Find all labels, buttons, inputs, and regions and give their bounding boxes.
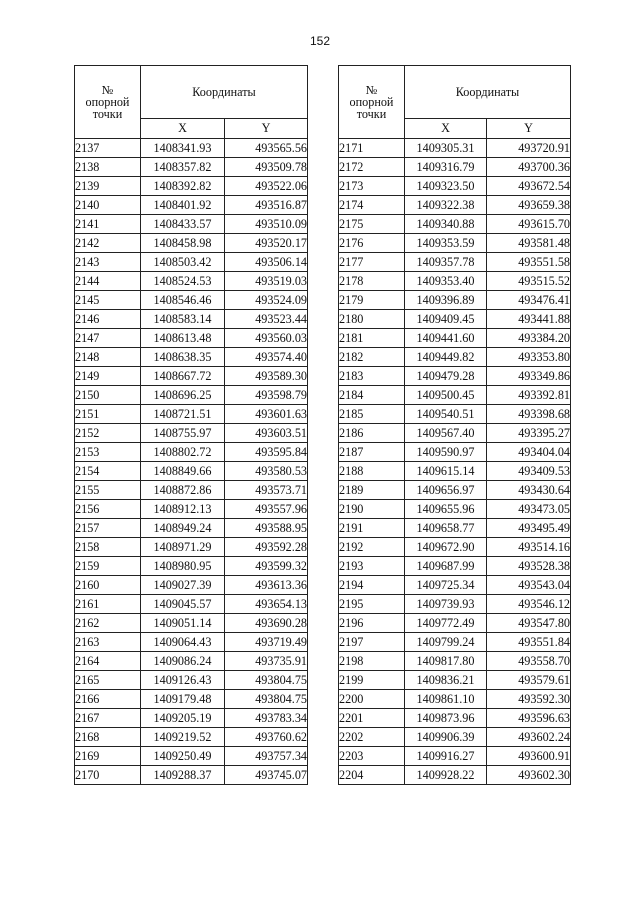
y-coordinate-cell: 493441.88 <box>487 310 571 329</box>
x-header: X <box>141 119 225 139</box>
point-number-cell: 2188 <box>339 462 405 481</box>
point-number-cell: 2192 <box>339 538 405 557</box>
point-number-cell: 2190 <box>339 500 405 519</box>
table-row <box>75 671 308 690</box>
table-row <box>339 557 571 576</box>
y-coordinate-cell: 493588.95 <box>225 519 308 538</box>
page-number: 152 <box>309 34 331 48</box>
x-coordinate-cell: 1409449.82 <box>405 348 487 367</box>
y-header: Y <box>225 119 308 139</box>
table-row <box>339 443 571 462</box>
point-number-cell: 2196 <box>339 614 405 633</box>
point-number-cell: 2204 <box>339 766 405 785</box>
y-coordinate-cell: 493398.68 <box>487 405 571 424</box>
point-number-cell: 2139 <box>75 177 141 196</box>
point-header-line2: опорной <box>85 94 130 109</box>
y-coordinate-cell: 493395.27 <box>487 424 571 443</box>
x-coordinate-cell: 1409906.39 <box>405 728 487 747</box>
x-coordinate-cell: 1409441.60 <box>405 329 487 348</box>
point-number-cell: 2167 <box>75 709 141 728</box>
x-coordinate-cell: 1409687.99 <box>405 557 487 576</box>
point-number-cell: 2169 <box>75 747 141 766</box>
table-row <box>75 747 308 766</box>
table-row <box>75 367 308 386</box>
y-coordinate-cell: 493757.34 <box>225 747 308 766</box>
point-number-cell: 2162 <box>75 614 141 633</box>
table-row <box>75 481 308 500</box>
point-number-cell: 2197 <box>339 633 405 652</box>
x-coordinate-cell: 1409205.19 <box>141 709 225 728</box>
table-row <box>339 348 571 367</box>
x-coordinate-cell: 1409928.22 <box>405 766 487 785</box>
y-coordinate-cell: 493735.91 <box>225 652 308 671</box>
y-coordinate-cell: 493595.84 <box>225 443 308 462</box>
table-row <box>75 557 308 576</box>
y-coordinate-cell: 493392.81 <box>487 386 571 405</box>
point-number-cell: 2180 <box>339 310 405 329</box>
y-coordinate-cell: 493592.30 <box>487 690 571 709</box>
y-coordinate-cell: 493579.61 <box>487 671 571 690</box>
table-row <box>75 595 308 614</box>
y-coordinate-cell: 493580.53 <box>225 462 308 481</box>
y-coordinate-cell: 493720.91 <box>487 139 571 158</box>
point-number-cell: 2151 <box>75 405 141 424</box>
point-number-cell: 2148 <box>75 348 141 367</box>
y-header: Y <box>487 119 571 139</box>
table-row <box>339 177 571 196</box>
x-coordinate-cell: 1409772.49 <box>405 614 487 633</box>
y-coordinate-cell: 493598.79 <box>225 386 308 405</box>
table-row <box>75 253 308 272</box>
table-row <box>75 576 308 595</box>
x-coordinate-cell: 1409916.27 <box>405 747 487 766</box>
table-row <box>339 728 571 747</box>
point-number-cell: 2146 <box>75 310 141 329</box>
x-coordinate-cell: 1409817.80 <box>405 652 487 671</box>
table-row <box>339 310 571 329</box>
point-number-cell: 2172 <box>339 158 405 177</box>
x-coordinate-cell: 1408849.66 <box>141 462 225 481</box>
x-coordinate-cell: 1409086.24 <box>141 652 225 671</box>
x-coordinate-cell: 1409179.48 <box>141 690 225 709</box>
x-coordinate-cell: 1409655.96 <box>405 500 487 519</box>
x-coordinate-cell: 1408696.25 <box>141 386 225 405</box>
point-number-cell: 2200 <box>339 690 405 709</box>
x-coordinate-cell: 1409615.14 <box>405 462 487 481</box>
point-number-cell: 2156 <box>75 500 141 519</box>
point-header-line2: опорной <box>349 94 394 109</box>
x-coordinate-cell: 1409219.52 <box>141 728 225 747</box>
point-number-cell: 2140 <box>75 196 141 215</box>
y-coordinate-cell: 493473.05 <box>487 500 571 519</box>
table-row <box>75 443 308 462</box>
y-coordinate-cell: 493589.30 <box>225 367 308 386</box>
table-row <box>75 728 308 747</box>
x-coordinate-cell: 1408433.57 <box>141 215 225 234</box>
y-coordinate-cell: 493409.53 <box>487 462 571 481</box>
coordinates-header: Координаты <box>405 66 571 119</box>
y-coordinate-cell: 493783.34 <box>225 709 308 728</box>
table-row <box>339 386 571 405</box>
point-number-cell: 2195 <box>339 595 405 614</box>
table-row <box>339 215 571 234</box>
point-number-cell: 2160 <box>75 576 141 595</box>
table-row <box>75 310 308 329</box>
point-header-line3: точки <box>356 107 387 122</box>
x-coordinate-cell: 1409045.57 <box>141 595 225 614</box>
table-row <box>75 538 308 557</box>
y-coordinate-cell: 493804.75 <box>225 671 308 690</box>
point-number-cell: 2153 <box>75 443 141 462</box>
y-coordinate-cell: 493495.49 <box>487 519 571 538</box>
point-number-cell: 2165 <box>75 671 141 690</box>
y-coordinate-cell: 493804.75 <box>225 690 308 709</box>
x-coordinate-cell: 1409861.10 <box>405 690 487 709</box>
point-number-cell: 2174 <box>339 196 405 215</box>
table-row <box>75 234 308 253</box>
y-coordinate-cell: 493672.54 <box>487 177 571 196</box>
x-coordinate-cell: 1409316.79 <box>405 158 487 177</box>
table-row <box>339 671 571 690</box>
table-row <box>339 196 571 215</box>
point-number-cell: 2178 <box>339 272 405 291</box>
table-row <box>75 690 308 709</box>
y-coordinate-cell: 493476.41 <box>487 291 571 310</box>
table-row <box>339 158 571 177</box>
table-row <box>339 538 571 557</box>
y-coordinate-cell: 493349.86 <box>487 367 571 386</box>
table-row <box>339 633 571 652</box>
y-coordinate-cell: 493602.30 <box>487 766 571 785</box>
table-row <box>75 405 308 424</box>
y-coordinate-cell: 493700.36 <box>487 158 571 177</box>
table-row <box>75 272 308 291</box>
x-coordinate-cell: 1409672.90 <box>405 538 487 557</box>
y-coordinate-cell: 493509.78 <box>225 158 308 177</box>
y-coordinate-cell: 493574.40 <box>225 348 308 367</box>
point-number-cell: 2173 <box>339 177 405 196</box>
y-coordinate-cell: 493506.14 <box>225 253 308 272</box>
point-number-cell: 2137 <box>75 139 141 158</box>
x-coordinate-cell: 1409027.39 <box>141 576 225 595</box>
x-coordinate-cell: 1409836.21 <box>405 671 487 690</box>
point-number-cell: 2166 <box>75 690 141 709</box>
point-number-cell: 2189 <box>339 481 405 500</box>
x-coordinate-cell: 1409500.45 <box>405 386 487 405</box>
x-coordinate-cell: 1409567.40 <box>405 424 487 443</box>
point-number-cell: 2142 <box>75 234 141 253</box>
point-number-cell: 2138 <box>75 158 141 177</box>
y-coordinate-cell: 493690.28 <box>225 614 308 633</box>
point-number-cell: 2194 <box>339 576 405 595</box>
y-coordinate-cell: 493515.52 <box>487 272 571 291</box>
table-row <box>339 329 571 348</box>
x-coordinate-cell: 1408971.29 <box>141 538 225 557</box>
y-coordinate-cell: 493546.12 <box>487 595 571 614</box>
y-coordinate-cell: 493510.09 <box>225 215 308 234</box>
point-number-cell: 2203 <box>339 747 405 766</box>
x-coordinate-cell: 1409479.28 <box>405 367 487 386</box>
point-number-cell: 2155 <box>75 481 141 500</box>
y-coordinate-cell: 493573.71 <box>225 481 308 500</box>
y-coordinate-cell: 493565.56 <box>225 139 308 158</box>
table-row <box>75 139 308 158</box>
point-number-cell: 2159 <box>75 557 141 576</box>
x-coordinate-cell: 1409353.59 <box>405 234 487 253</box>
x-coordinate-cell: 1408872.86 <box>141 481 225 500</box>
point-number-cell: 2163 <box>75 633 141 652</box>
x-coordinate-cell: 1408503.42 <box>141 253 225 272</box>
point-number-header <box>75 66 141 139</box>
point-number-cell: 2157 <box>75 519 141 538</box>
x-coordinate-cell: 1409658.77 <box>405 519 487 538</box>
y-coordinate-cell: 493592.28 <box>225 538 308 557</box>
coordinates-table-left <box>74 65 308 785</box>
x-coordinate-cell: 1408802.72 <box>141 443 225 462</box>
table-row <box>339 766 571 785</box>
y-coordinate-cell: 493560.03 <box>225 329 308 348</box>
x-coordinate-cell: 1408392.82 <box>141 177 225 196</box>
y-coordinate-cell: 493558.70 <box>487 652 571 671</box>
y-coordinate-cell: 493519.03 <box>225 272 308 291</box>
y-coordinate-cell: 493353.80 <box>487 348 571 367</box>
point-number-cell: 2179 <box>339 291 405 310</box>
x-coordinate-cell: 1409799.24 <box>405 633 487 652</box>
point-number-cell: 2161 <box>75 595 141 614</box>
point-header-line1: № <box>365 82 378 97</box>
y-coordinate-cell: 493596.63 <box>487 709 571 728</box>
table-row <box>339 234 571 253</box>
table-row <box>75 614 308 633</box>
point-number-cell: 2145 <box>75 291 141 310</box>
y-coordinate-cell: 493543.04 <box>487 576 571 595</box>
x-coordinate-cell: 1408980.95 <box>141 557 225 576</box>
table-row <box>339 462 571 481</box>
x-coordinate-cell: 1408458.98 <box>141 234 225 253</box>
y-coordinate-cell: 493523.44 <box>225 310 308 329</box>
table-row <box>339 690 571 709</box>
y-coordinate-cell: 493522.06 <box>225 177 308 196</box>
x-coordinate-cell: 1409305.31 <box>405 139 487 158</box>
table-row <box>75 177 308 196</box>
x-coordinate-cell: 1408401.92 <box>141 196 225 215</box>
point-number-cell: 2152 <box>75 424 141 443</box>
y-coordinate-cell: 493384.20 <box>487 329 571 348</box>
y-coordinate-cell: 493600.91 <box>487 747 571 766</box>
table-row <box>339 253 571 272</box>
table-row <box>75 291 308 310</box>
table-row <box>75 633 308 652</box>
x-coordinate-cell: 1409064.43 <box>141 633 225 652</box>
y-coordinate-cell: 493745.07 <box>225 766 308 785</box>
point-number-cell: 2181 <box>339 329 405 348</box>
point-number-cell: 2158 <box>75 538 141 557</box>
x-coordinate-cell: 1409250.49 <box>141 747 225 766</box>
coordinates-header: Координаты <box>141 66 308 119</box>
x-coordinate-cell: 1409409.45 <box>405 310 487 329</box>
table-row <box>339 652 571 671</box>
table-row <box>75 386 308 405</box>
y-coordinate-cell: 493514.16 <box>487 538 571 557</box>
point-number-cell: 2183 <box>339 367 405 386</box>
point-number-cell: 2164 <box>75 652 141 671</box>
y-coordinate-cell: 493528.38 <box>487 557 571 576</box>
x-coordinate-cell: 1409396.89 <box>405 291 487 310</box>
point-number-cell: 2168 <box>75 728 141 747</box>
y-coordinate-cell: 493430.64 <box>487 481 571 500</box>
table-row <box>75 329 308 348</box>
table-row <box>75 500 308 519</box>
point-header-line3: точки <box>92 107 123 122</box>
x-coordinate-cell: 1409540.51 <box>405 405 487 424</box>
x-coordinate-cell: 1409340.88 <box>405 215 487 234</box>
x-coordinate-cell: 1408341.93 <box>141 139 225 158</box>
table-row <box>339 500 571 519</box>
x-coordinate-cell: 1408912.13 <box>141 500 225 519</box>
point-number-cell: 2176 <box>339 234 405 253</box>
table-row <box>339 405 571 424</box>
table-row <box>75 462 308 481</box>
y-coordinate-cell: 493551.58 <box>487 253 571 272</box>
point-number-cell: 2199 <box>339 671 405 690</box>
point-number-cell: 2177 <box>339 253 405 272</box>
table-row <box>75 652 308 671</box>
y-coordinate-cell: 493603.51 <box>225 424 308 443</box>
y-coordinate-cell: 493551.84 <box>487 633 571 652</box>
x-coordinate-cell: 1408357.82 <box>141 158 225 177</box>
table-row <box>339 367 571 386</box>
table-row <box>75 196 308 215</box>
table-row <box>75 766 308 785</box>
table-row <box>339 595 571 614</box>
x-coordinate-cell: 1409051.14 <box>141 614 225 633</box>
point-number-cell: 2186 <box>339 424 405 443</box>
y-coordinate-cell: 493615.70 <box>487 215 571 234</box>
point-number-cell: 2150 <box>75 386 141 405</box>
point-number-cell: 2170 <box>75 766 141 785</box>
point-number-cell: 2191 <box>339 519 405 538</box>
point-number-cell: 2193 <box>339 557 405 576</box>
point-number-cell: 2182 <box>339 348 405 367</box>
table-row <box>339 747 571 766</box>
x-coordinate-cell: 1409323.50 <box>405 177 487 196</box>
y-coordinate-cell: 493659.38 <box>487 196 571 215</box>
y-coordinate-cell: 493760.62 <box>225 728 308 747</box>
table-row <box>339 519 571 538</box>
table-row <box>75 424 308 443</box>
table-row <box>339 291 571 310</box>
point-number-cell: 2171 <box>339 139 405 158</box>
y-coordinate-cell: 493601.63 <box>225 405 308 424</box>
point-number-cell: 2202 <box>339 728 405 747</box>
x-coordinate-cell: 1408721.51 <box>141 405 225 424</box>
table-row <box>75 709 308 728</box>
table-row <box>75 215 308 234</box>
x-coordinate-cell: 1409126.43 <box>141 671 225 690</box>
point-number-cell: 2147 <box>75 329 141 348</box>
table-row <box>339 576 571 595</box>
table-row <box>339 709 571 728</box>
table-row <box>339 139 571 158</box>
point-number-cell: 2187 <box>339 443 405 462</box>
x-coordinate-cell: 1409725.34 <box>405 576 487 595</box>
point-number-cell: 2141 <box>75 215 141 234</box>
x-coordinate-cell: 1409873.96 <box>405 709 487 728</box>
point-number-cell: 2184 <box>339 386 405 405</box>
y-coordinate-cell: 493654.13 <box>225 595 308 614</box>
x-coordinate-cell: 1409357.78 <box>405 253 487 272</box>
point-number-cell: 2198 <box>339 652 405 671</box>
point-number-cell: 2143 <box>75 253 141 272</box>
x-coordinate-cell: 1409288.37 <box>141 766 225 785</box>
x-coordinate-cell: 1408755.97 <box>141 424 225 443</box>
x-coordinate-cell: 1409353.40 <box>405 272 487 291</box>
y-coordinate-cell: 493602.24 <box>487 728 571 747</box>
x-coordinate-cell: 1409656.97 <box>405 481 487 500</box>
x-coordinate-cell: 1409739.93 <box>405 595 487 614</box>
y-coordinate-cell: 493581.48 <box>487 234 571 253</box>
y-coordinate-cell: 493599.32 <box>225 557 308 576</box>
point-number-cell: 2149 <box>75 367 141 386</box>
point-header-line1: № <box>101 82 114 97</box>
x-coordinate-cell: 1408524.53 <box>141 272 225 291</box>
right-table-body <box>339 139 571 785</box>
coordinates-table-right <box>338 65 571 785</box>
point-number-cell: 2144 <box>75 272 141 291</box>
x-coordinate-cell: 1409322.38 <box>405 196 487 215</box>
x-coordinate-cell: 1408546.46 <box>141 291 225 310</box>
point-number-header <box>339 66 405 139</box>
x-coordinate-cell: 1408667.72 <box>141 367 225 386</box>
y-coordinate-cell: 493520.17 <box>225 234 308 253</box>
table-row <box>75 519 308 538</box>
x-coordinate-cell: 1408583.14 <box>141 310 225 329</box>
left-table-body <box>75 139 308 785</box>
table-row <box>75 158 308 177</box>
x-coordinate-cell: 1409590.97 <box>405 443 487 462</box>
y-coordinate-cell: 493404.04 <box>487 443 571 462</box>
point-number-cell: 2201 <box>339 709 405 728</box>
table-row <box>75 348 308 367</box>
y-coordinate-cell: 493547.80 <box>487 614 571 633</box>
point-number-cell: 2175 <box>339 215 405 234</box>
x-coordinate-cell: 1408638.35 <box>141 348 225 367</box>
x-coordinate-cell: 1408613.48 <box>141 329 225 348</box>
table-row <box>339 614 571 633</box>
y-coordinate-cell: 493524.09 <box>225 291 308 310</box>
point-number-cell: 2185 <box>339 405 405 424</box>
x-coordinate-cell: 1408949.24 <box>141 519 225 538</box>
y-coordinate-cell: 493516.87 <box>225 196 308 215</box>
table-row <box>339 481 571 500</box>
x-header: X <box>405 119 487 139</box>
y-coordinate-cell: 493557.96 <box>225 500 308 519</box>
table-row <box>339 272 571 291</box>
point-number-cell: 2154 <box>75 462 141 481</box>
table-row <box>339 424 571 443</box>
y-coordinate-cell: 493719.49 <box>225 633 308 652</box>
y-coordinate-cell: 493613.36 <box>225 576 308 595</box>
